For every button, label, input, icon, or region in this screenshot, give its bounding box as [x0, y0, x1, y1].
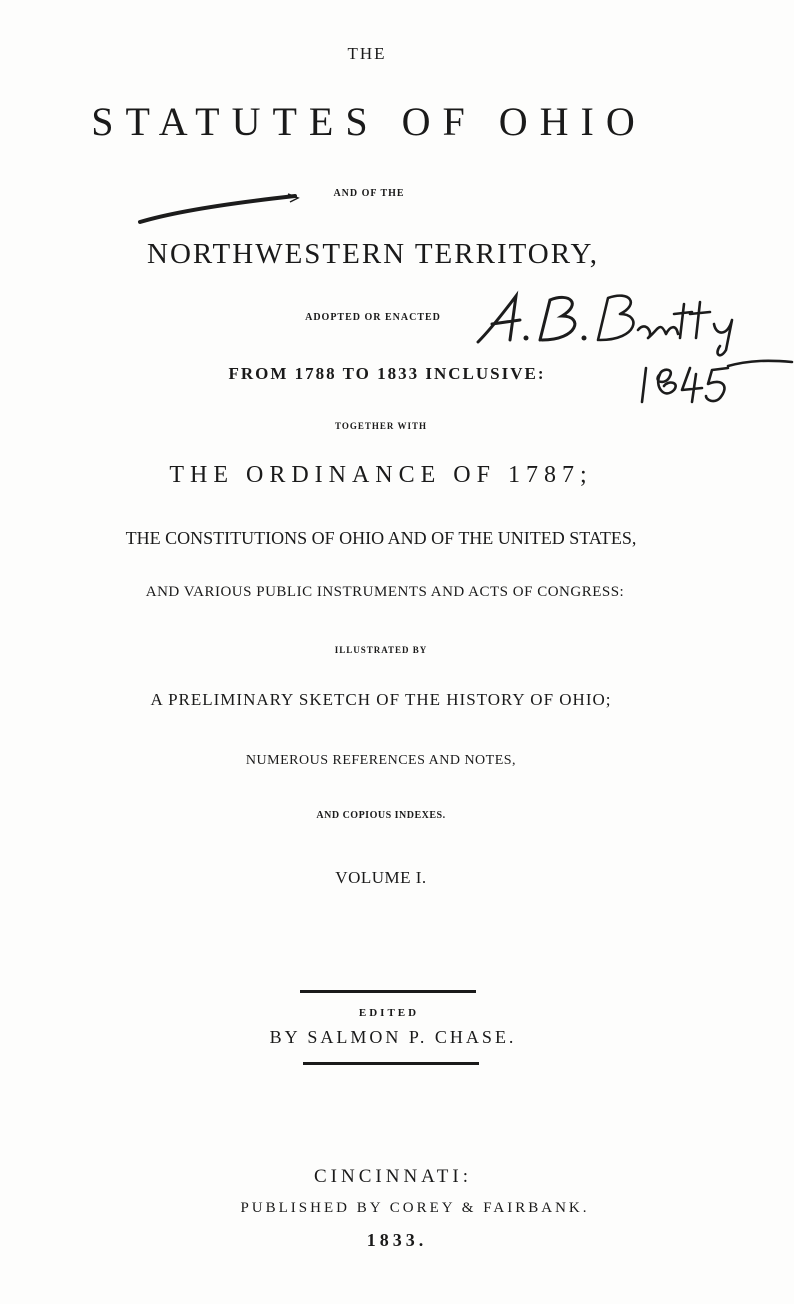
imprint-city: CINCINNATI: — [314, 1166, 472, 1187]
ordinance-line: THE ORDINANCE OF 1787; — [169, 462, 593, 488]
main-title: STATUTES OF OHIO — [91, 99, 647, 144]
illustrated-by-line: ILLUSTRATED BY — [334, 645, 428, 655]
divider-rule-top — [300, 990, 476, 993]
pen-stroke-mark — [130, 190, 310, 230]
title-article: THE — [347, 44, 387, 63]
title-connector: AND OF THE — [333, 188, 405, 199]
imprint-publisher: PUBLISHED BY COREY & FAIRBANK. — [240, 1200, 590, 1216]
adopted-line: ADOPTED OR ENACTED — [305, 312, 441, 323]
references-line: NUMEROUS REFERENCES AND NOTES, — [245, 753, 517, 768]
constitutions-line: THE CONSTITUTIONS OF OHIO AND OF THE UNITED STATES, — [125, 528, 637, 548]
subtitle-territory: NORTHWESTERN TERRITORY, — [147, 238, 599, 270]
editor-name: BY SALMON P. CHASE. — [269, 1027, 517, 1047]
edited-label: EDITED — [358, 1007, 420, 1019]
volume-label: VOLUME I. — [335, 868, 427, 887]
instruments-line: AND VARIOUS PUBLIC INSTRUMENTS AND ACTS OF CONGRESS: — [145, 584, 625, 600]
divider-rule-bottom — [303, 1062, 479, 1065]
indexes-line: AND COPIOUS INDEXES. — [316, 810, 446, 821]
history-sketch-line: A PRELIMINARY SKETCH OF THE HISTORY OF OHIO; — [150, 690, 612, 709]
handwritten-signature — [470, 290, 794, 420]
together-with-line: TOGETHER WITH — [335, 421, 427, 431]
date-range-line: FROM 1788 TO 1833 INCLUSIVE: — [228, 364, 546, 383]
imprint-year: 1833. — [366, 1230, 428, 1250]
